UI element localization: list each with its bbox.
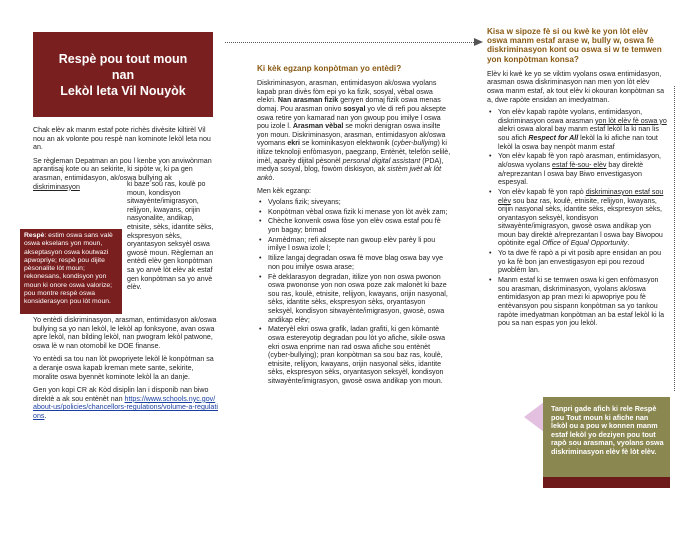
list-item: • Konpòtman vèbal oswa fizik ki menase yon lòt avèk zam;: [268, 208, 452, 217]
dotted-connector-top: [225, 42, 478, 43]
b3-text-c: .: [627, 239, 630, 248]
middle-column: [257, 64, 452, 387]
report-intro-paragraph: Elèv ki kwè ke yo se viktim vyolans oswa entimidasyon, arasman oswa diskriminasyon nan men yon lòt elèv oswa manm estaf, ak tout elèv ki okouran konpòtman sa a, dwe rapòte ensidan an imedyatman.: [487, 69, 665, 104]
callout-text: : estim oswa sans valè oswa ekselans yon moun, akseptasyon oswa koutwazi apwopriye; respè pou dijite pèsonalite lòt moun; rekonesans, kondisyon yon moun ki onore oswa valorize; pou montre respè oswa konsiderasyon pou lòt moun.: [24, 232, 113, 306]
other-property-paragraph: Yo entèdi sa tou nan lòt pwopriyete lekòl lè konpòtman sa a deranje oswa kapab kreman mete sante, sekirite, moralite oswa byennèt kominote lekòl la an danje.: [33, 355, 214, 381]
forms-bold-physical: Nan arasman fizik: [277, 96, 339, 105]
b3-text-a: Yon elèv kapab fè yon rapò: [498, 187, 586, 196]
examples-list: [257, 198, 452, 386]
b1-italic: Respect for All: [528, 133, 579, 142]
forms-text-5: se kominikasyon elektwonik (: [299, 139, 394, 148]
list-item: • Chèche konvenk oswa fòse yon elèv oswa estaf pou fè yon bagay; brimad: [268, 217, 452, 234]
forms-italic-games: sistèm jwèt ak lòt ankò: [257, 165, 442, 182]
forms-paragraph: [257, 79, 452, 182]
list-item: [498, 152, 667, 186]
list-item: • Itilize langaj degradan oswa fè move blag oswa bay vye non pou imilye oswa arase;: [268, 254, 452, 271]
policy-text-underline: diskriminasyon: [33, 182, 80, 191]
forms-italic-pda: personal digital assistant: [342, 156, 421, 165]
callout-lead: Respè: [24, 232, 45, 239]
copy-available-paragraph: Gen yon kopi CR ak Kòd disiplin lan i disponib nan biwo direktè a ak sou entènèt nan https://www.schools.nyc.gov/about-us/policies/chancellors-regulations/volume-a-regulations.: [33, 386, 218, 420]
prohibited-locations-paragraph: Yo entèdi diskriminasyon, arasman, entimidasyon ak/oswa bullying sa yo nan lekòl, le lekòl ap fonksyone, avan oswa apre lekòl, nan bilding lekòl, nan pwogram lekòl patwone, oswa lè w nan otomobil ke DOE finanse.: [33, 316, 217, 350]
forms-bold-written: ekri: [287, 139, 300, 148]
forms-bold-social: sosyal: [343, 104, 366, 113]
intro-paragraph: Chak elèv ak manm estaf pote richès divèsite kiltirèl Vil nou an ak volonte pou respè nan kominote lekòl leta nou an.: [33, 126, 211, 152]
prohibited-behavior-heading: Ki kèk egzanp konpòtman yo entèdi?: [257, 64, 402, 73]
forms-italic-cyber: cyber-bullying: [393, 139, 438, 148]
list-item: • Yo ta dwe fè rapò a pi vit posib apre ensidan an pou yo ka fè bon jan envestigasyon epi pou rezoud pwoblèm lan.: [498, 249, 667, 275]
page-title-box: [33, 32, 213, 117]
list-item: • Vyolans fizik; siveyans;: [268, 198, 452, 207]
copy-available-text: Gen yon kopi CR ak Kòd disiplin lan i disponib nan biwo direktè a ak sou entènèt nan: [33, 386, 209, 403]
b3-underline: diskriminasyon estaf sou elèv: [498, 187, 664, 205]
respect-definition-callout: [20, 229, 122, 314]
b1-underline: yon lòt elèv fè oswa yo: [595, 116, 667, 125]
forms-text-8: .: [272, 173, 275, 182]
right-column: [487, 27, 667, 329]
list-item: • Anmèdman; refi aksepte nan gwoup elèv parèy li pou imilye l oswa izole l;: [268, 236, 452, 253]
arrow-right-icon: [474, 37, 484, 47]
maroon-footer-bar: [543, 477, 670, 488]
b3-text-b: sou baz ras, koulè, etnisite, relijyon, kwayans, orijin nasyonal sèks, idantite sèks, ekspresyon sèks, oryantasyon seksyèl, kondisyon sitwayènte/imigrasyon, gwosè oswa andikap yon moun bay direktè a/reprezantan l oswa bay Biwopou opòtinite egal: [498, 196, 663, 248]
forms-text-1: Diskriminasyon, arasman, entimidasyon ak/oswa vyolans kapab pran divès fòm epi yo ka fizik, sosyal, vèbal oswa elekri.: [257, 79, 437, 105]
b1-text-a: Yon elèv kapab rapòte vyolans, entimidasyon, diskriminasyon oswa arasman: [498, 108, 643, 125]
what-to-do-heading: Kisa w sipoze fè si ou kwè ke yon lòt elèv oswa manm estaf arase w, bully w, oswa fè diskriminasyon kont ou oswa si w te temwen yon konpòtman konsa?: [487, 27, 662, 64]
forms-text-3: yo vle di refi pou aksepte oswa retire yon kamarad nan yon gwoup pou imilye l oswa pou izole l.: [257, 104, 446, 131]
policy-text-a: Se règleman Depatman an pou l kenbe yon anviwònman aprantisaj kote ou an sekirite, ki sipòte w, ki pa gen arasman, entimidasyon, ak/oswa bullying ak: [33, 156, 212, 182]
dotted-connector-right: [674, 86, 675, 391]
forms-text-6: ) ki itilize teknoloji enfòmasyon, paegzanp, Entènèt, telefòn selilè, imèl, aparèy dijital pèsonèl: [257, 139, 451, 165]
regulations-link[interactable]: https://www.schools.nyc.gov/about-us/policies/chancellors-regulations/volume-a-regulations: [33, 394, 218, 420]
b2-text-b: bay direktè a/reprezantan l oswa bay Biwo envestigasyon espesyal.: [498, 160, 644, 187]
poster-info-text: Tanpri gade afich ki rele Respè pou Tout moun ki afiche nan lekòl ou a pou w konnen manm estaf lekòl yo deziyen pou tout rapò sou arasman, vyolans oswa diskriminasyon elèv fè lòt elèv.: [551, 404, 664, 456]
list-item: • Materyèl ekri oswa grafik, ladan grafiti, ki gen kòmantè oswa estereyotip degradan pou lòt yo afiche, sikile oswa ekri oswa enprime nan rad oswa afiche sou entènèt (cyber-bullying); pran konpòtman sa sou baz ras, koulè, etnisite, relijyon, kwayans, orijin nasyonal sèks, idantite sèks, ekspresyon sèks, oryantasyon seksyèl, kondisyon sitwayènte/imigrasyon, gwosè oswa andikap yon moun.: [268, 325, 452, 385]
forms-text-2: genyen domaj fizik oswa menas domaj. Pou arasman onivo: [257, 96, 441, 113]
b2-underline: estaf fè-sou- elèv: [552, 160, 607, 169]
b3-italic: Office of Equal Opportunity: [542, 239, 628, 248]
forms-text-7: (PDA), medya sosyal, blog, fowòm diskisyon, ak: [257, 156, 444, 174]
title-line-2: nan: [111, 67, 135, 82]
list-item: [498, 108, 667, 151]
list-item: • Fè deklarasyon degradan, itilize yon non oswa pwonon oswa pwononse yon non oswa poze zak malonèt ki baze sou ras, koulè, etnisite, relijyon, kwayans, orijin nasyonal, sèks, idantite sèks, ekspresyon sèks, oryantasyon seksyèl, kondisyon sitwayènte/imigrasyon, gwosè, oswa andikap elèv;: [268, 273, 452, 325]
b2-text-a: Yon elèv kapab fè yon rapò arasman, entimidasyon, ak/oswa vyolans: [498, 152, 661, 169]
forms-bold-verbal: Arasman vèbal: [292, 122, 344, 131]
examples-heading: Men kèk egzanp:: [257, 187, 312, 196]
list-item: • Manm estaf ki se temwen oswa ki gen enfòmasyon sou arasman, diskriminasyon, vyolans ak/oswa entimidasyon ap pran mezi ki apwopriye pou fè entèvansyon pou sispann konpòtman sa yo tankou rapòte imedyatman konpòtman an ba estaf lekòl ki la pou sa nan espas yon jou lekòl.: [498, 276, 667, 328]
policy-text-b: ki baze sou ras, koulè po moun, kondisyon sitwayènte/imigrasyon, relijyon, kwayans, orijin nasyonalite, andikap, etnisite, sèks, idantite sèks, ekspresyon sèks, oryantasyon seksyèl oswa gwosè moun. Règleman an entèdi elèv gen konpòtman sa yo anvè lòt elèv ak estaf gen konpòtman sa yo anvè elèv.: [127, 180, 214, 292]
b1-text-b: alekri oswa aloral bay manm estaf lekòl la ki nan lis sou afich: [498, 125, 659, 142]
title-line-3: Lekòl leta Vil Nouyòk: [60, 83, 186, 98]
reporting-list: [487, 108, 667, 328]
b1-text-c: lekòl la ki afiche nan tout lekòl la oswa bay nenpòt manm estaf: [498, 133, 658, 151]
forms-text-4: se mokri denigran oswa insilte yon moun. Diskriminasyon, arasman, entimidasyon ak/oswa vyomans: [257, 122, 446, 148]
list-item: [498, 188, 667, 248]
left-column-lower: [33, 316, 218, 421]
poster-info-box: [543, 397, 670, 477]
title-line-1: Respè pou tout moun: [58, 51, 188, 66]
